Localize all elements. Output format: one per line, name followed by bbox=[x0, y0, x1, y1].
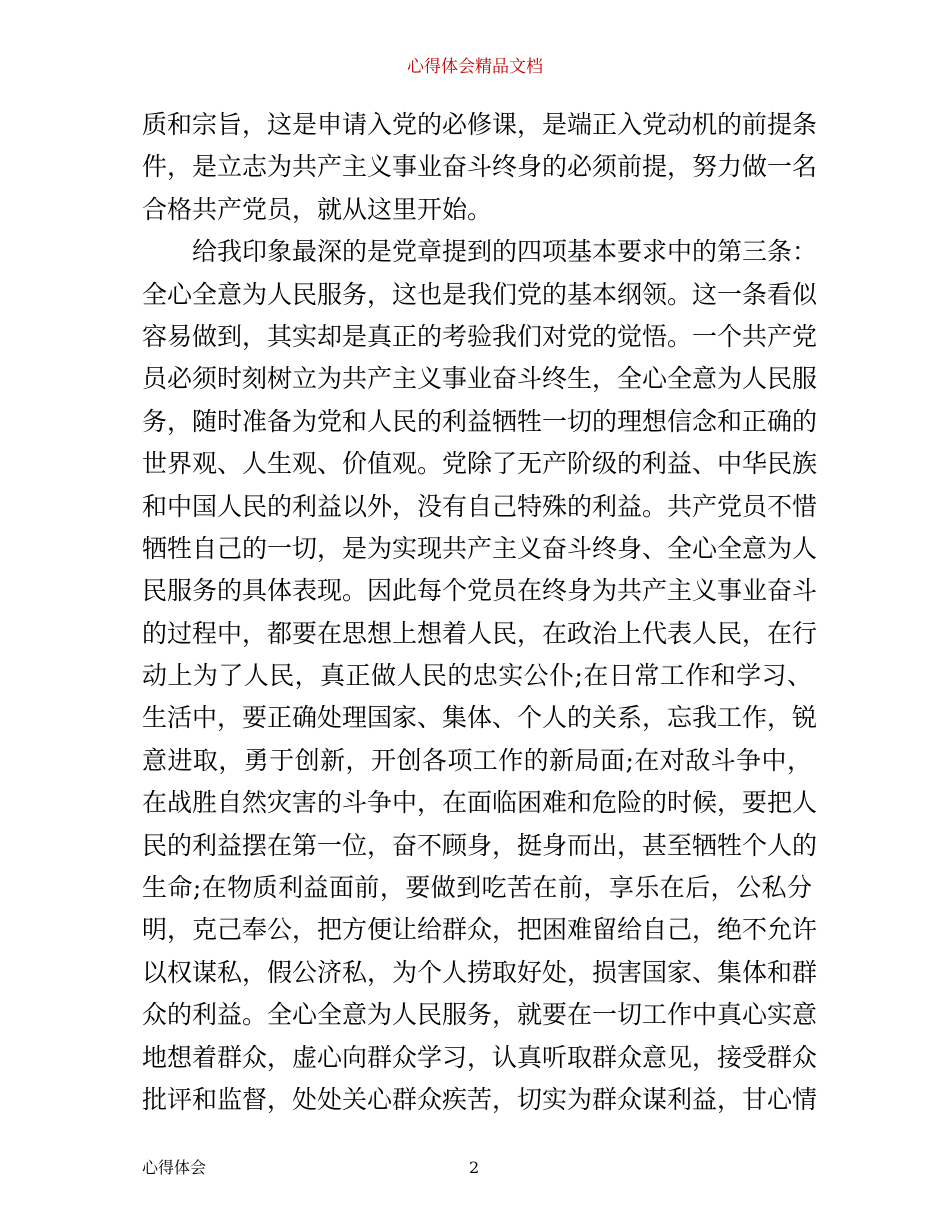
text-line: 质和宗旨，这是申请入党的必修课，是端正入党动机的前提条 bbox=[142, 110, 818, 139]
text-line: 全心全意为人民服务，这也是我们党的基本纲领。这一条看似 bbox=[142, 279, 818, 309]
text-line: 批评和监督，处处关心群众疾苦，切实为群众谋利益，甘心情 bbox=[142, 1084, 818, 1114]
text-line: 民的利益摆在第一位，奋不顾身，挺身而出，甚至牺牲个人的 bbox=[142, 830, 818, 860]
text-line: 容易做到，其实却是真正的考验我们对党的觉悟。一个共产党 bbox=[142, 321, 818, 351]
page-number: 2 bbox=[469, 1158, 480, 1177]
text-line: 世界观、人生观、价值观。党除了无产阶级的利益、中华民族 bbox=[142, 449, 818, 479]
text-line: 民服务的具体表现。因此每个党员在终身为共产主义事业奋斗 bbox=[142, 576, 818, 606]
text-line: 众的利益。全心全意为人民服务，就要在一切工作中真心实意 bbox=[142, 1000, 818, 1030]
text-line: 意进取，勇于创新，开创各项工作的新局面;在对敌斗争中， bbox=[142, 745, 812, 775]
document-body bbox=[142, 104, 818, 1121]
page-header-title: 心得体会精品文档 bbox=[407, 57, 543, 77]
text-line: 以权谋私，假公济私，为个人捞取好处，损害国家、集体和群 bbox=[142, 957, 818, 987]
text-line: 牺牲自己的一切，是为实现共产主义奋斗终身、全心全意为人 bbox=[142, 533, 818, 563]
text-line: 动上为了人民，真正做人民的忠实公仆;在日常工作和学习、 bbox=[142, 661, 812, 691]
text-line: 在战胜自然灾害的斗争中，在面临困难和危险的时候，要把人 bbox=[142, 788, 818, 818]
text-line: 生活中，要正确处理国家、集体、个人的关系，忘我工作，锐 bbox=[142, 703, 818, 733]
text-line: 和中国人民的利益以外，没有自己特殊的利益。共产党员不惜 bbox=[142, 491, 818, 521]
text-line: 务，随时准备为党和人民的利益牺牲一切的理想信念和正确的 bbox=[142, 406, 818, 436]
text-line: 的过程中，都要在思想上想着人民，在政治上代表人民，在行 bbox=[142, 618, 818, 648]
text-line: 生命;在物质利益面前，要做到吃苦在前，享乐在后，公私分 bbox=[142, 873, 812, 903]
footer-label: 心得体会 bbox=[142, 1158, 207, 1177]
paragraph-first-line: 给我印象最深的是党章提到的四项基本要求中的第三条： bbox=[192, 237, 818, 267]
text-line: 地想着群众，虚心向群众学习，认真听取群众意见，接受群众 bbox=[142, 1042, 818, 1072]
text-line: 件，是立志为共产主义事业奋斗终身的必须前提，努力做一名 bbox=[142, 152, 818, 182]
text-line: 员必须时刻树立为共产主义事业奋斗终生，全心全意为人民服 bbox=[142, 364, 818, 394]
text-line: 合格共产党员，就从这里开始。 bbox=[142, 194, 493, 224]
text-line: 明，克己奉公，把方便让给群众，把困难留给自己，绝不允许 bbox=[142, 915, 818, 945]
